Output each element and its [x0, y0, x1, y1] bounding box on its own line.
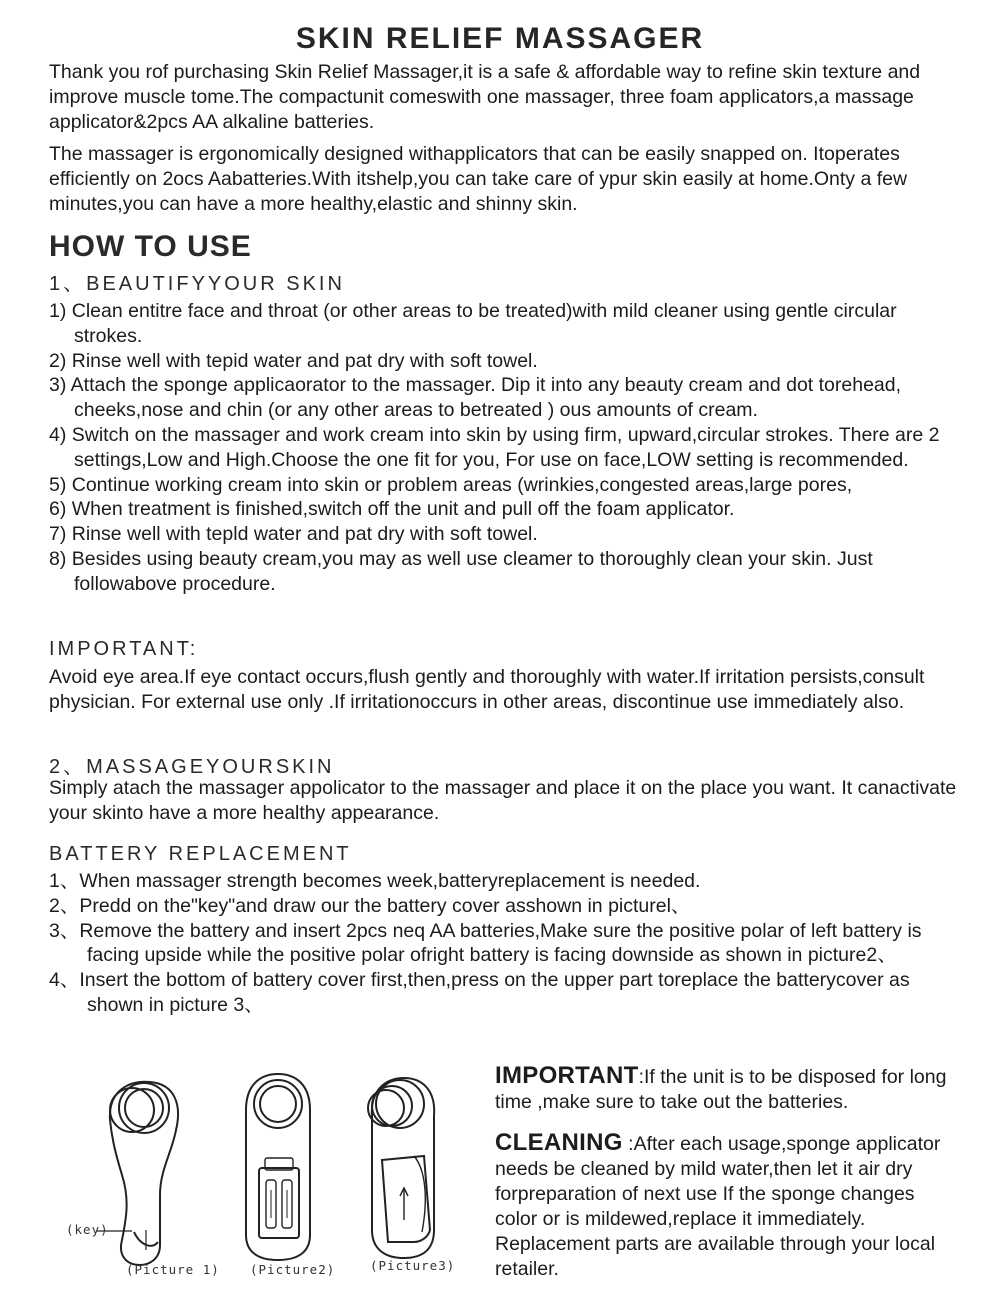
- how-to-use-heading: HOW TO USE: [49, 230, 252, 263]
- list-item: 4、Insert the bottom of battery cover first,then,press on the upper part toreplace the batterycover as shown in picture 3、: [49, 969, 910, 1016]
- massager-picture-1: [96, 1082, 178, 1265]
- key-label: (key): [66, 1222, 109, 1237]
- cleaning-note-lead: CLEANING: [495, 1129, 623, 1156]
- list-item: 7) Rinse well with tepld water and pat dry with soft towel.: [49, 523, 538, 546]
- page-title: SKIN RELIEF MASSAGER: [295, 22, 705, 55]
- section-beautify-title: 1、BEAUTIFYYOUR SKIN: [49, 273, 345, 295]
- section-massage-title: 2、MASSAGEYOURSKIN: [49, 756, 335, 778]
- massage-paragraph: Simply atach the massager appolicator to the massager and place it on the place you want. It canactivate your skinto have a more healthy appearance.: [49, 777, 957, 824]
- list-item: 8) Besides using beauty cream,you may as well use cleamer to thoroughly clean your skin. Just followabove procedure.: [49, 547, 873, 595]
- important-title: IMPORTANT:: [49, 638, 199, 660]
- picture-2-caption: (Picture2): [250, 1262, 336, 1277]
- list-item: 3) Attach the sponge applicaorator to the massager. Dip it into any beauty cream and dot torehead, cheeks,nose and chin (or any other areas to betreated ) ous amounts of cream.: [49, 374, 902, 422]
- picture-1-caption: (Picture 1): [126, 1262, 220, 1277]
- cleaning-note-text: :After each usage,sponge applicator needs be cleaned by mild water,then let it air dry forpreparation of next use If the sponge changes color or is mildewed,replace it immediately. Replacement parts are available through your local retailer.: [495, 1133, 941, 1280]
- picture-3-caption: (Picture3): [370, 1258, 456, 1273]
- list-item: 2) Rinse well with tepid water and pat dry with soft towel.: [49, 349, 538, 372]
- cleaning-note: [495, 1130, 955, 1282]
- list-item: 3、Remove the battery and insert 2pcs neq AA batteries,Make sure the positive polar of left battery is facing upside while the positive polar ofright battery is facing downside as shown in picture2、: [49, 919, 922, 967]
- massager-picture-3: [368, 1078, 434, 1258]
- beautify-steps-list: [49, 299, 959, 597]
- important-paragraph: Avoid eye area.If eye contact occurs,flush gently and thoroughly with water.If irritation persists,consult physician. For external use only .If irritationoccurs in other areas, discontinue use immediately also.: [49, 666, 925, 713]
- important-note: [495, 1063, 955, 1115]
- intro-paragraph-2: The massager is ergonomically designed withapplicators that can be easily snapped on. Itoperates efficiently on 2ocs Aabatteries.With itshelp,you can take care of ypur skin easily at home.Onty a few minutes,you can have a more healthy,elastic and shinny skin.: [49, 143, 908, 215]
- important-note-text: :If the unit is to be disposed for long time ,make sure to take out the batteries.: [495, 1066, 947, 1113]
- list-item: 6) When treatment is finished,switch off the unit and pull off the foam applicator.: [49, 498, 735, 521]
- list-item: 2、Predd on the"key"and draw our the battery cover asshown in picturel、: [49, 894, 691, 917]
- intro-paragraph-1: Thank you rof purchasing Skin Relief Massager,it is a safe & affordable way to refine skin texture and improve muscle tome.The compactunit comeswith one massager, three foam applicators,a massage applicator&2pcs AA alkaline batteries.: [49, 61, 921, 133]
- list-item: 5) Continue working cream into skin or problem areas (wrinkies,congested areas,large pores,: [49, 473, 853, 496]
- list-item: 1) Clean entitre face and throat (or other areas to be treated)with mild cleaner using gentle circular strokes.: [49, 300, 897, 347]
- battery-illustrations: [60, 1060, 480, 1290]
- battery-steps-list: [49, 869, 959, 1018]
- list-item: 4) Switch on the massager and work cream into skin by using firm, upward,circular strokes. There are 2 settings,Low and High.Choose the one fit for you, For use on face,LOW setting is recommended.: [49, 423, 940, 471]
- important-note-lead: IMPORTANT: [495, 1062, 639, 1089]
- list-item: 1、When massager strength becomes week,batteryreplacement is needed.: [49, 870, 701, 892]
- battery-replacement-title: BATTERY REPLACEMENT: [49, 843, 352, 865]
- massager-picture-2: [246, 1074, 310, 1260]
